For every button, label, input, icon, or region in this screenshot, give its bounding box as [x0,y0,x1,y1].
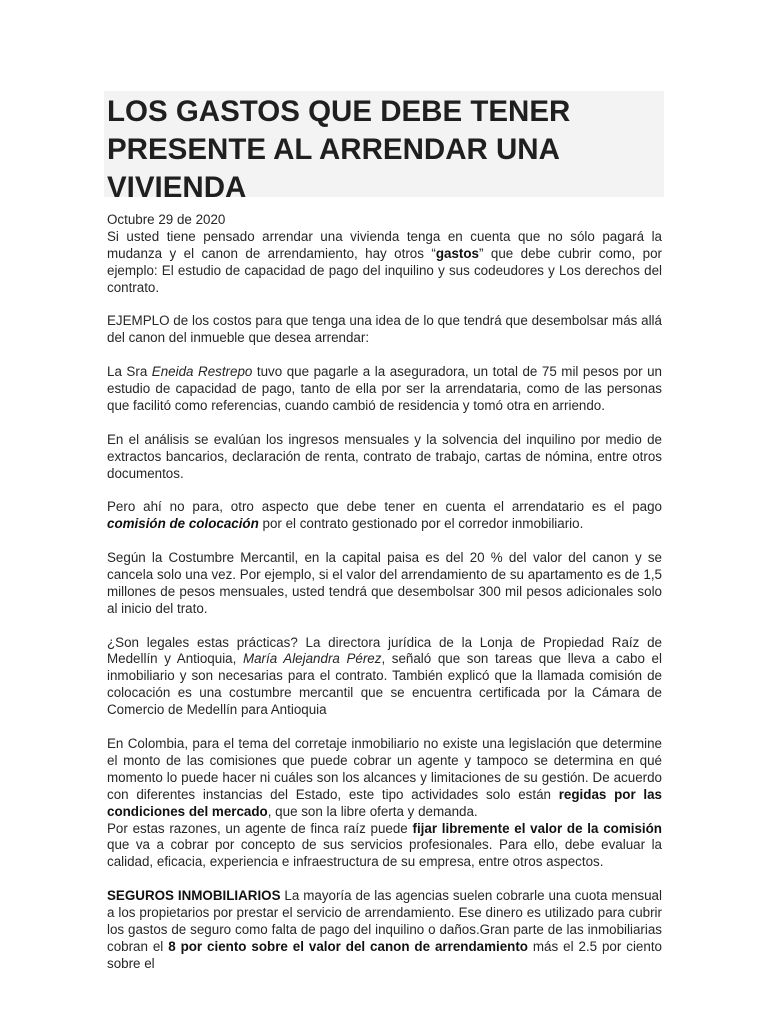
paragraph-intro [107,229,662,297]
paragraph-comision [107,499,662,533]
text: Por estas razones, un agente de finca raíz puede [107,820,413,836]
text: Pero ahí no para, otro aspecto que debe tener en cuenta el arrendatario es el pago [107,499,662,515]
text: por el contrato gestionado por el corredor inmobiliario. [258,516,584,532]
text: En Colombia, para el tema del corretaje inmobiliario no existe una legislación que determine el monto de las comisiones que puede cobrar un agente y tampoco se determina en qué momento lo puede hacer ni cuáles son los alcances y limitaciones de su gestión. De acuerdo con diferentes instancias del Estado, este tipo actividades solo están [107,735,662,802]
emphasis-mercado: regidas por las condiciones del mercado [107,786,662,819]
text: ” que debe cubrir como, por ejemplo: El estudio de capacidad de pago del inquilino y sus codeudores y Los derechos del contrato. [107,245,662,295]
paragraph-razones [107,821,662,872]
paragraph-seguros [107,888,662,973]
text: ¿Son legales estas prácticas? La directora jurídica de la Lonja de Propiedad Raíz de Medellín y Antioquia, [107,634,662,667]
person-name: María Alejandra Pérez [242,651,382,667]
text: más el 2.5 por ciento sobre el [107,938,662,971]
paragraph-sra [107,364,662,415]
text: , que son la libre oferta y demanda. [267,803,478,819]
paragraph-colombia [107,736,662,821]
document-title: LOS GASTOS QUE DEBE TENER PRESENTE AL ARRENDAR UNA VIVIENDA [107,95,571,204]
paragraph-analisis: En el análisis se evalúan los ingresos mensuales y la solvencia del inquilino por medio de extractos bancarios, declaración de renta, contrato de trabajo, cartas de nómina, entre otros documentos. [107,431,662,481]
article-date: Octubre 29 de 2020 [107,212,226,227]
text: , señaló que son tareas que lleva a cabo el inmobiliario y son necesarias para el contrato. También explicó que la llamada comisión de colocación es una costumbre mercantil que se encuentra certificada por la Cámara de Comercio de Medellín para Antioquia [107,651,662,718]
emphasis-porcentaje: 8 por ciento sobre el valor del canon de arrendamiento [168,938,528,954]
paragraph-legales [107,635,662,720]
text: Si usted tiene pensado arrendar una vivienda tenga en cuenta que no sólo pagará la mudanza y el canon de arrendamiento, hay otros “ [107,228,662,261]
text: La mayoría de las agencias suelen cobrarle una cuota mensual a los propietarios por prestar el servicio de arrendamiento. Ese dinero es utilizado para cubrir los gastos de seguro como falta de pago del inquilino o daños.Gran parte de las inmobiliarias cobran el [107,888,662,954]
article-body [107,212,662,990]
paragraph-ejemplo: EJEMPLO de los costos para que tenga una idea de lo que tendrá que desembolsar más allá del canon del inmueble que desea arrendar: [107,313,662,346]
section-heading-seguros: SEGUROS INMOBILIARIOS [107,888,281,904]
text: La Sra [107,364,152,380]
emphasis-fijar: fijar libremente el valor de la comisión [412,820,662,836]
text: que va a cobrar por concepto de sus servicios profesionales. Para ello, debe evaluar la calidad, eficacia, experiencia e infraestructura de su empresa, entre otros aspectos. [107,837,662,870]
person-name: Eneida Restrepo [151,364,253,380]
paragraph-costumbre: Según la Costumbre Mercantil, en la capital paisa es del 20 % del valor del canon y se cancela solo una vez. Por ejemplo, si el valor del arrendamiento de su apartamento es de 1,5 millones de pesos mensuales, usted tendrá que desembolsar 300 mil pesos adicionales solo al inicio del trato. [107,550,662,616]
emphasis-comision: comisión de colocación [107,516,259,532]
emphasis-gastos: gastos [435,245,479,261]
text: tuvo que pagarle a la aseguradora, un total de 75 mil pesos por un estudio de capacidad de pago, tanto de ella por ser la arrendataria, como de las personas que facilitó como referencias, cuando cambió de residencia y tomó otra en arriendo. [107,364,662,413]
